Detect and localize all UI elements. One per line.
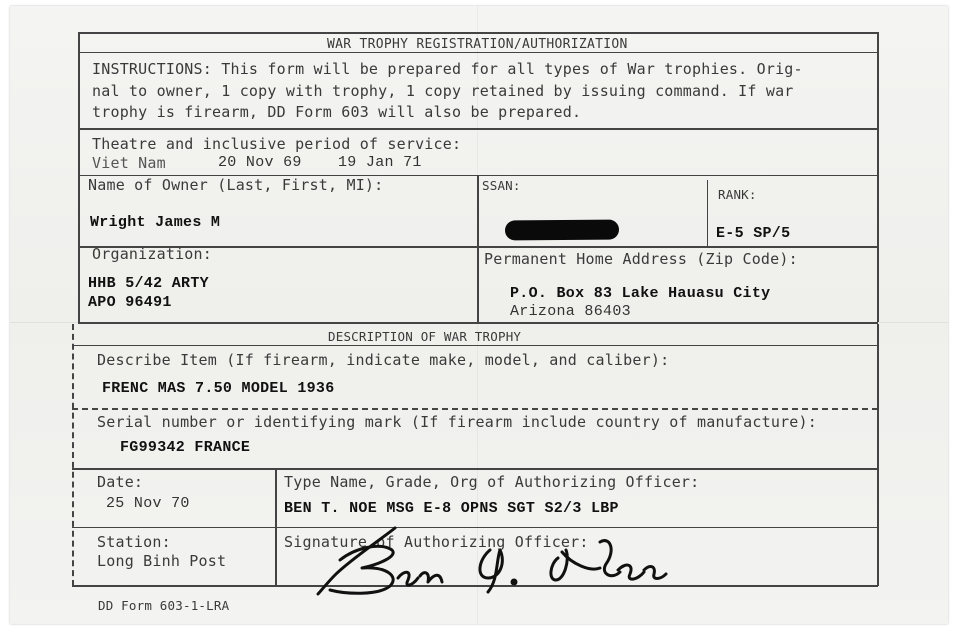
rule-before-description [78,322,878,324]
serial-label: Serial number or identifying mark (If firearm include country of manufacture): [97,413,817,431]
serial-value: FG99342 FRANCE [120,439,251,456]
rank-value: E-5 SP/5 [716,225,791,242]
border-top [78,32,878,34]
instructions-line-1: INSTRUCTIONS: This form will be prepared for all types of War trophies. Orig- [92,60,803,78]
theatre-value: Viet Nam [92,154,166,172]
ssan-label: SSAN: [482,178,521,193]
instructions-line-2: nal to owner, 1 copy with trophy, 1 copy retained by issuing command. If war [92,82,794,100]
divider-ssan [477,176,479,322]
divider-rank [707,180,708,246]
station-value: Long Binh Post [97,552,227,570]
organization-line-1: HHB 5/42 ARTY [88,275,209,292]
describe-value: FRENC MAS 7.50 MODEL 1936 [102,380,335,397]
border-right-lower [877,324,879,586]
rule-after-serial [72,468,878,470]
ssan-redaction [505,220,619,241]
officer-value: BEN T. NOE MSG E-8 OPNS SGT S2/3 LBP [284,500,619,517]
handwritten-signature [300,520,700,600]
station-label: Station: [97,533,171,551]
form-title: WAR TROPHY REGISTRATION/AUTHORIZATION [327,37,628,52]
date-label: Date: [97,473,144,491]
form-footer: DD Form 603-1-LRA [98,598,230,613]
border-left-lower [72,324,74,586]
address-line-1: P.O. Box 83 Lake Hauasu City [510,285,771,302]
period-start: 20 Nov 69 [218,154,302,171]
description-header: DESCRIPTION OF WAR TROPHY [328,329,522,344]
border-right-upper [877,32,879,322]
signature-label: Signature of Authorizing Officer: [284,533,589,551]
title-underline [78,52,878,53]
period-end: 19 Jan 71 [338,154,422,171]
owner-value: Wright James M [90,214,221,231]
organization-line-2: APO 96491 [88,294,172,311]
address-label: Permanent Home Address (Zip Code): [484,250,798,268]
organization-label: Organization: [92,245,212,263]
describe-label: Describe Item (If firearm, indicate make, model, and caliber): [97,351,670,369]
rank-label: RANK: [718,187,757,202]
officer-label: Type Name, Grade, Org of Authorizing Officer: [284,473,700,491]
border-left-upper [78,32,80,322]
rule-after-instructions [78,128,878,130]
divider-date-officer [275,469,277,586]
address-line-2: Arizona 86403 [510,303,631,320]
owner-label: Name of Owner (Last, First, MI): [88,176,384,194]
date-value: 25 Nov 70 [106,495,190,512]
description-header-underline [72,345,878,346]
rule-after-describe [72,408,878,410]
instructions-line-3: trophy is firearm, DD Form 603 will also be prepared. [92,103,582,121]
theatre-label: Theatre and inclusive period of service: [92,135,462,153]
